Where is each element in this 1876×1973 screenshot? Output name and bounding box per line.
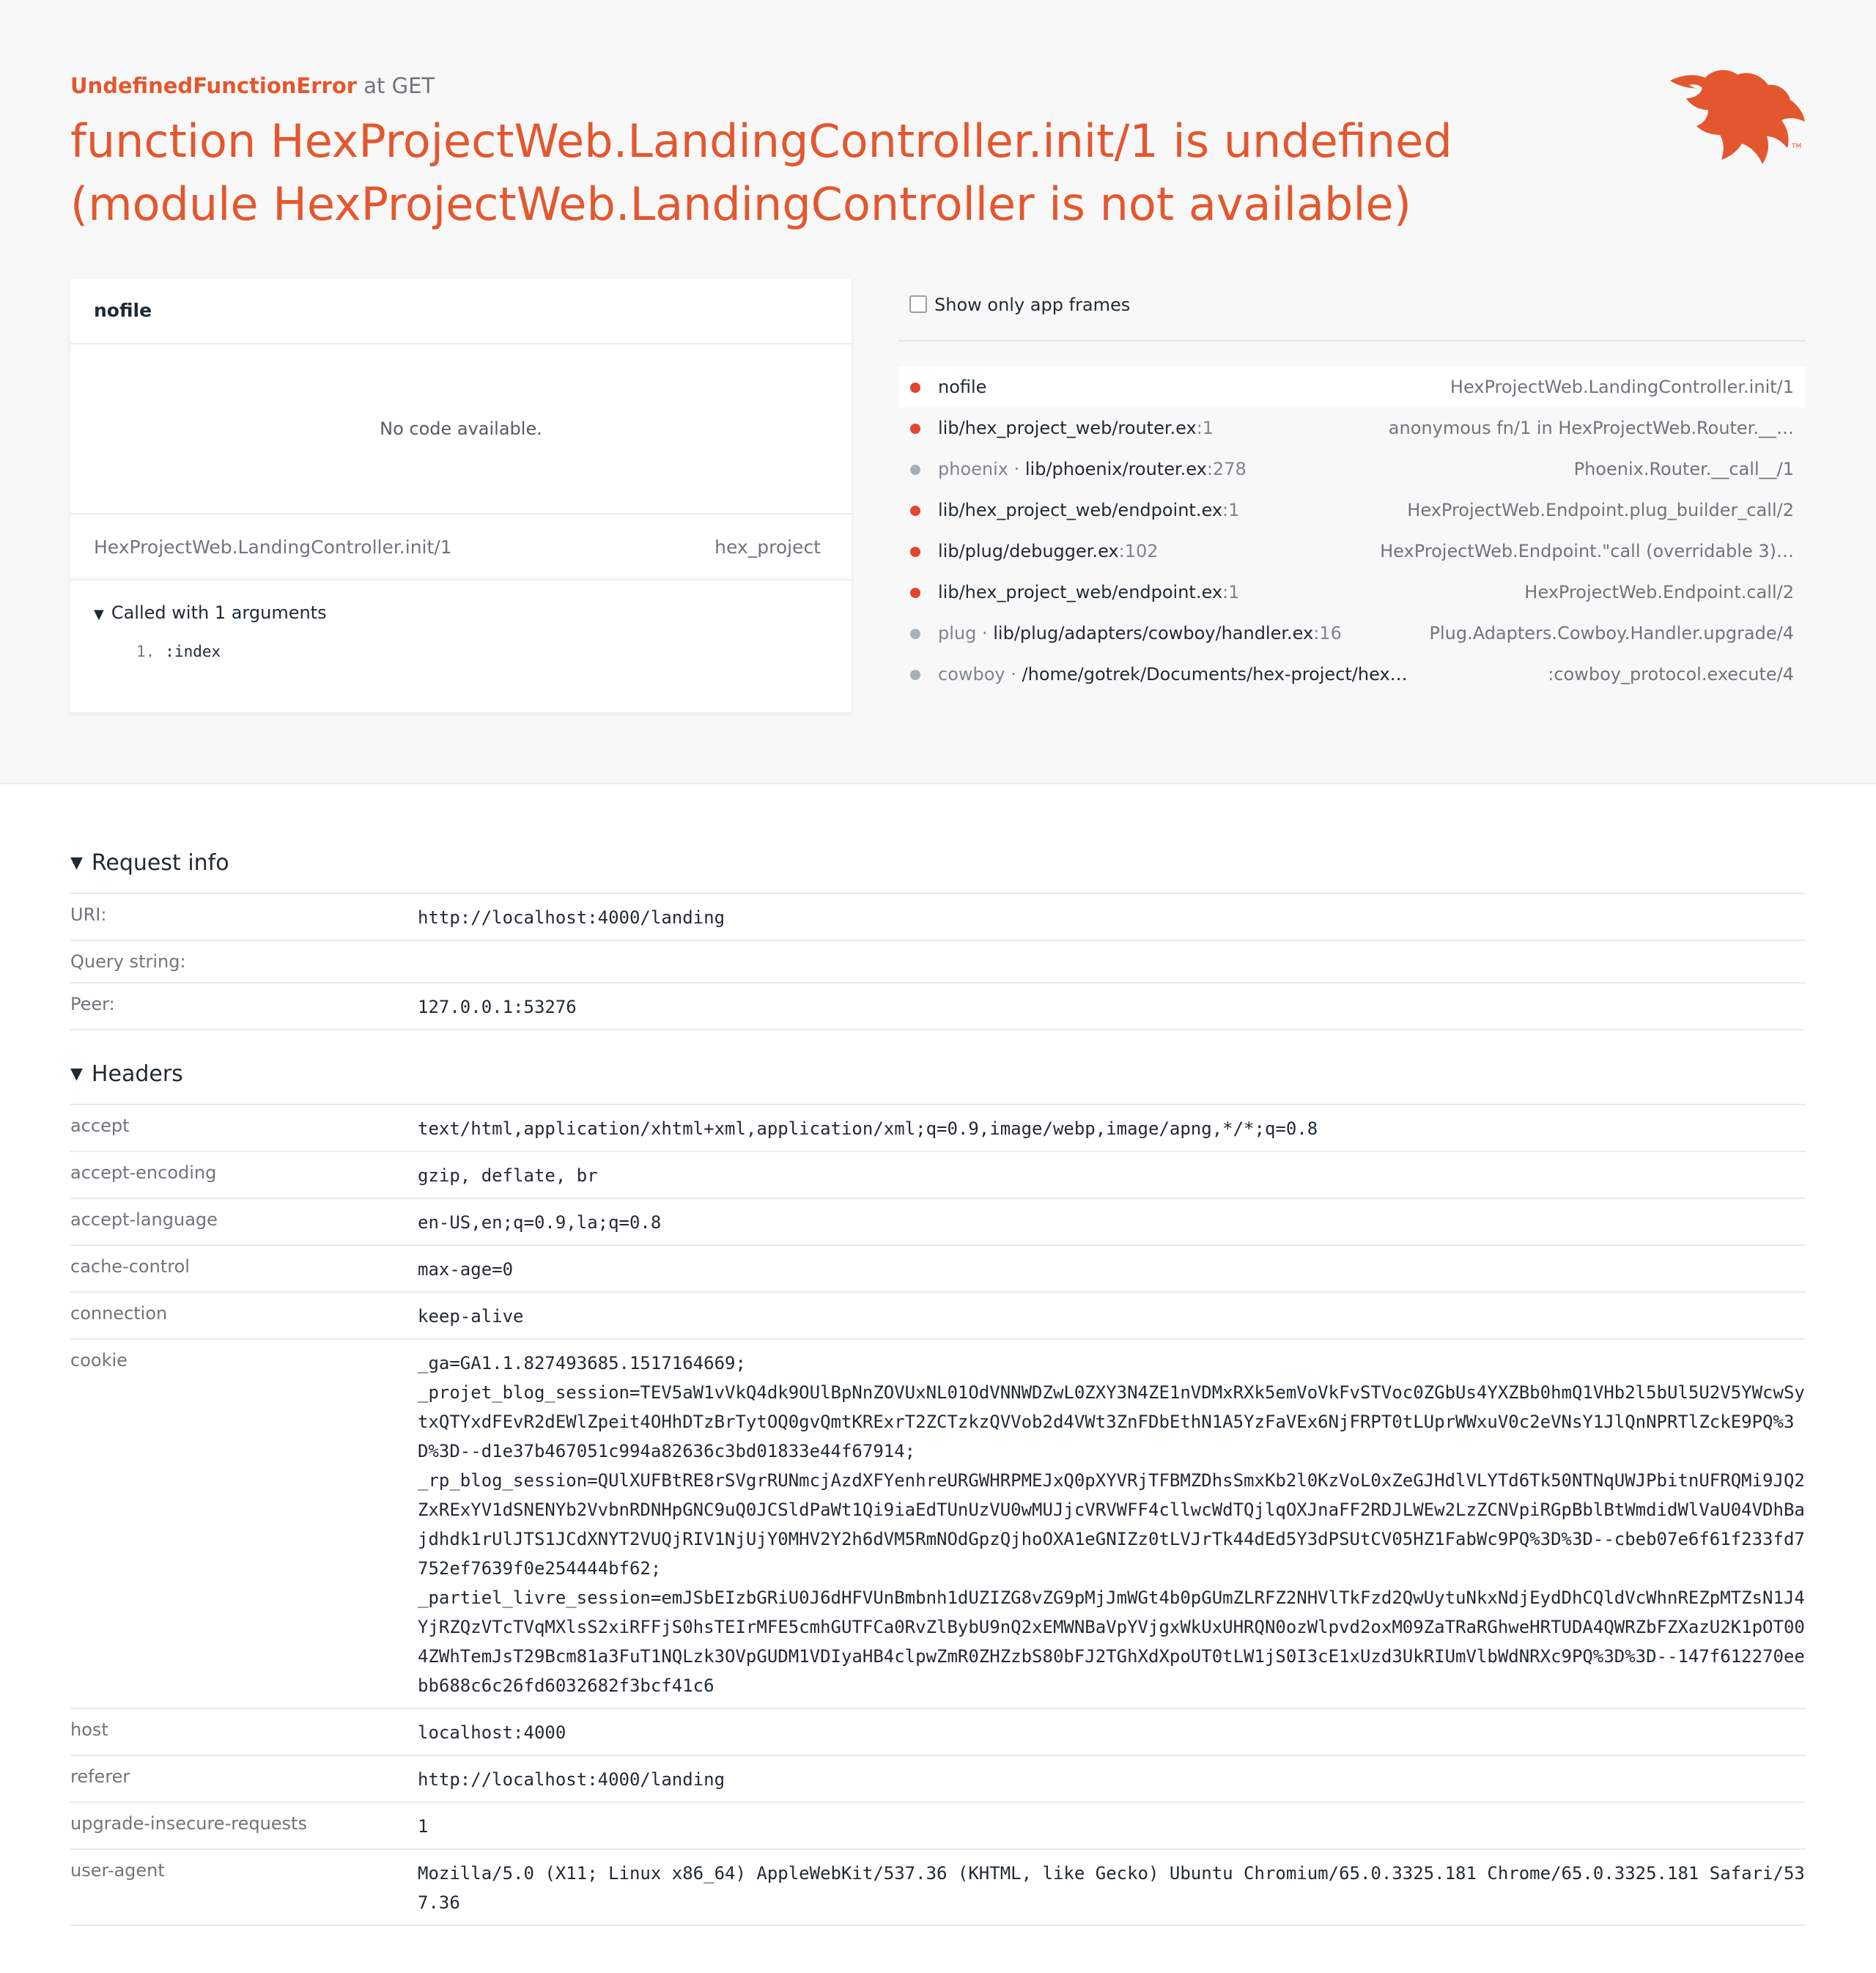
error-type: UndefinedFunctionError bbox=[70, 73, 358, 98]
frame-line: :278 bbox=[1206, 459, 1247, 479]
info-row bbox=[70, 1708, 1806, 1755]
no-code-message: No code available. bbox=[70, 344, 852, 515]
error-method: at GET bbox=[363, 73, 435, 98]
frame-file: lib/hex_project_web/router.ex bbox=[938, 418, 1197, 438]
app-frames-checkbox[interactable] bbox=[909, 295, 927, 313]
frame-function: HexProjectWeb.Endpoint.plug_builder_call/2 bbox=[1407, 500, 1794, 520]
info-value: _ga=GA1.1.827493685.1517164669; _projet_blog_session=TEV5aW1vVkQ4dk9OUlBpNnZOVUxNL01OdVNNWDZwL0ZXY3N4ZE1nVDMxRXk5emVoVkFvSTVoc0ZGbUs4YXZBb0hmQ1VHb2l5bUl5U2V5YWcwSytxQTYxdFEvR2dEWlZpeit4OHhDTzBrTytOQ0gvQmtKRExrT2ZCTzkzQVVob2d4VWt3ZnFDbEthN1A5YzFaVEx6NjFRPT0tLUprWWxuV0c2eVNsY1JlQnNPRTlZckE9PQ%3D%3D--d1e37b467051c994a82636c3bd01833e44f67914; _rp_blog_session=QUlXUFBtRE8rSVgrRUNmcjAzdXFYenhreURGWHRPMEJxQ0pXYVRjTFBMZDhsSmxKb2l0KzVoL0xZeGJHdlVLYTd6Tk50NTNqUWJPbitnUFRQMi9JQ2ZxRExYV1dSNENYb2VvbnRDNHpGNC9uQ0JCSldPaWt1Qi9iaEdTUnUzVU0wMUJjcVRVWFF4cllwcWdTQjlqOXJnaFF2RDJLWEw2LzZCNVpiRGpBblBtWmdidWlVaU04VDhBajdhdk1rUlJTS1JCdXNYT2VUQjRIV1NjUjY0MHV2Y2h6dVM5RmNOdGpzQjhoOXA1eGNIZz0tLVJrTk44dEd5Y3dPSUtCV05HZ1FabWc9PQ%3D%3D--cbeb07e6f61f233fd7752ef7639f0e254444bf62; _partiel_livre_session=emJSbEIzbGRiU0J6dHFVUnBmbnh1dUZIZG8vZG9pMjJmWGt4b0pGUmZLRFZ2NHVlTkFzd2QwUytuNkxNdjEydDhCQldVcWhnREZpMTZsN1J4YjRZQzVTcTVqMXlsS2xiRFFjS0hsTEIrMFE5cmhGUTFCa0RvZlBybU9nQ2xEMWNBaVpYVjgxWkUxUHRQN0ozWlpvd2oxM09ZaTRaRGhweHRTUDA4QWRZbFZXazU2K1pOT004ZWhTemJsT29Bcm81a3FuT1NQLzk3OVpGUDM1VDIyaHB4clpwZmR0ZHZzbS80bFJ2TGhXdXpoUT0tLW1jS0I3cE1xUzd3UkRIUmVlbWdNRXc9PQ%3D%3D--147f612270eebb688c6c26fd6032682f3bcf41c6 bbox=[418, 1353, 1805, 1696]
info-row bbox=[70, 893, 1806, 940]
info-row bbox=[70, 982, 1806, 1030]
frame-dot-icon bbox=[910, 506, 920, 516]
info-row bbox=[70, 1338, 1806, 1708]
frame-line: :1 bbox=[1222, 500, 1240, 520]
request-info-title: Request info bbox=[91, 850, 229, 876]
frame-file: nofile bbox=[938, 377, 987, 397]
phoenix-logo-icon bbox=[1667, 67, 1806, 167]
code-file-name: nofile bbox=[70, 279, 852, 344]
argument-list bbox=[136, 643, 221, 660]
frame-package: cowboy · bbox=[938, 664, 1016, 685]
info-key: user-agent bbox=[70, 1860, 165, 1881]
frame-file: /home/gotrek/Documents/hex-project/hex… bbox=[1022, 664, 1408, 685]
frame-location bbox=[938, 623, 1342, 643]
code-function-name: HexProjectWeb.LandingController.init/1 bbox=[94, 536, 452, 558]
frame-function: anonymous fn/1 in HexProjectWeb.Router.__… bbox=[1388, 418, 1794, 438]
frame-function: HexProjectWeb.Endpoint."call (overridable 3)… bbox=[1380, 541, 1794, 561]
frame-dot-icon bbox=[910, 547, 920, 557]
info-row bbox=[70, 1755, 1806, 1801]
info-value: keep-alive bbox=[418, 1306, 524, 1327]
info-key: accept-encoding bbox=[70, 1162, 217, 1183]
frame-file: lib/hex_project_web/endpoint.ex bbox=[938, 582, 1223, 602]
frame-location bbox=[938, 377, 986, 397]
called-with-label: Called with 1 arguments bbox=[111, 602, 327, 623]
frame-package: plug · bbox=[938, 623, 988, 643]
info-value: http://localhost:4000/landing bbox=[418, 1769, 725, 1790]
frame-function: Phoenix.Router.__call__/1 bbox=[1573, 459, 1794, 479]
show-app-frames-label: Show only app frames bbox=[934, 295, 1131, 315]
info-key: referer bbox=[70, 1766, 130, 1787]
code-function-row bbox=[70, 515, 852, 580]
info-row bbox=[70, 1104, 1806, 1151]
frame-file: lib/plug/debugger.ex bbox=[938, 541, 1119, 561]
info-value: text/html,application/xhtml+xml,application/xml;q=0.9,image/webp,image/apng,*/*;q=0.8 bbox=[418, 1118, 1318, 1139]
frame-location bbox=[938, 459, 1247, 479]
info-key: host bbox=[70, 1719, 108, 1740]
triangle-down-icon: ▼ bbox=[70, 1065, 83, 1083]
frame-location bbox=[938, 582, 1239, 602]
argument-number: 1. bbox=[136, 643, 155, 660]
frame-function: HexProjectWeb.LandingController.init/1 bbox=[1450, 377, 1794, 397]
frame-dot-icon bbox=[910, 465, 920, 475]
frame-location bbox=[938, 500, 1239, 520]
info-key: accept-language bbox=[70, 1209, 218, 1230]
stack-frame[interactable] bbox=[898, 490, 1806, 531]
frame-location bbox=[938, 418, 1214, 438]
frame-file: lib/phoenix/router.ex bbox=[1024, 459, 1207, 479]
stack-frame[interactable] bbox=[898, 407, 1806, 449]
info-row bbox=[70, 1244, 1806, 1291]
error-message: function HexProjectWeb.LandingController.init/1 is undefined (module HexProjectWeb.LandingController is not available) bbox=[70, 114, 1452, 231]
frame-dot-icon bbox=[910, 424, 920, 434]
stack-frame[interactable] bbox=[898, 654, 1806, 695]
stack-frame[interactable] bbox=[898, 531, 1806, 572]
argument-value: :index bbox=[165, 643, 221, 660]
info-row bbox=[70, 1801, 1806, 1848]
info-key: Query string: bbox=[70, 951, 186, 972]
headers-section bbox=[70, 1061, 1806, 1926]
frame-function: HexProjectWeb.Endpoint.call/2 bbox=[1524, 582, 1794, 602]
frame-function: :cowboy_protocol.execute/4 bbox=[1548, 664, 1794, 685]
info-key: URI: bbox=[70, 904, 107, 925]
show-app-frames-toggle[interactable] bbox=[909, 295, 1130, 315]
info-value: en-US,en;q=0.9,la;q=0.8 bbox=[418, 1212, 662, 1233]
info-key: upgrade-insecure-requests bbox=[70, 1813, 307, 1834]
svg-text:TM: TM bbox=[1792, 143, 1802, 150]
info-key: accept bbox=[70, 1115, 130, 1136]
triangle-down-icon: ▼ bbox=[70, 854, 83, 872]
stack-frames-list bbox=[898, 366, 1806, 695]
frame-function: Plug.Adapters.Cowboy.Handler.upgrade/4 bbox=[1429, 623, 1794, 643]
info-key: cookie bbox=[70, 1350, 128, 1371]
frame-dot-icon bbox=[910, 670, 920, 680]
frame-dot-icon bbox=[910, 383, 920, 393]
frame-line: :1 bbox=[1196, 418, 1214, 438]
frame-location bbox=[938, 541, 1159, 561]
info-key: cache-control bbox=[70, 1256, 190, 1277]
frame-line: :16 bbox=[1313, 623, 1342, 643]
info-value: Mozilla/5.0 (X11; Linux x86_64) AppleWebKit/537.36 (KHTML, like Gecko) Ubuntu Chromium/65.0.3325.181 Chrome/65.0.3325.181 Safari/537.36 bbox=[418, 1863, 1805, 1913]
frame-location bbox=[938, 664, 1408, 685]
info-value: gzip, deflate, br bbox=[418, 1165, 598, 1186]
info-value bbox=[418, 941, 1806, 982]
info-value: http://localhost:4000/landing bbox=[418, 907, 725, 928]
code-snippet-panel bbox=[70, 279, 852, 712]
stack-frame[interactable] bbox=[898, 613, 1806, 654]
stack-frame[interactable] bbox=[898, 572, 1806, 613]
frame-file: lib/plug/adapters/cowboy/handler.ex bbox=[993, 623, 1314, 643]
info-value: 1 bbox=[418, 1816, 429, 1837]
info-row bbox=[70, 1198, 1806, 1244]
code-app-name: hex_project bbox=[714, 536, 821, 558]
info-row bbox=[70, 1151, 1806, 1198]
triangle-down-icon: ▼ bbox=[94, 607, 104, 622]
headers-title: Headers bbox=[91, 1061, 183, 1087]
called-with-toggle[interactable] bbox=[94, 602, 327, 623]
info-value: localhost:4000 bbox=[418, 1722, 566, 1743]
frame-dot-icon bbox=[910, 588, 920, 598]
info-key: connection bbox=[70, 1303, 168, 1324]
frame-file: lib/hex_project_web/endpoint.ex bbox=[938, 500, 1223, 520]
request-info-table bbox=[70, 893, 1806, 1030]
info-row bbox=[70, 1291, 1806, 1338]
request-info-section bbox=[70, 850, 1806, 1030]
error-header bbox=[0, 0, 1876, 784]
info-row bbox=[70, 1848, 1806, 1926]
frame-line: :102 bbox=[1118, 541, 1159, 561]
frame-package: phoenix · bbox=[938, 459, 1020, 479]
stack-frame[interactable] bbox=[898, 449, 1806, 490]
error-kind bbox=[70, 73, 435, 98]
request-info-toggle[interactable] bbox=[70, 850, 1806, 893]
frame-dot-icon bbox=[910, 629, 920, 639]
stack-frame[interactable] bbox=[898, 366, 1806, 407]
divider bbox=[898, 340, 1806, 342]
info-key: Peer: bbox=[70, 994, 115, 1014]
info-row bbox=[70, 940, 1806, 982]
frame-line: :1 bbox=[1222, 582, 1240, 602]
headers-toggle[interactable] bbox=[70, 1061, 1806, 1104]
info-value: max-age=0 bbox=[418, 1259, 514, 1280]
headers-table bbox=[70, 1104, 1806, 1926]
info-value: 127.0.0.1:53276 bbox=[418, 997, 577, 1017]
